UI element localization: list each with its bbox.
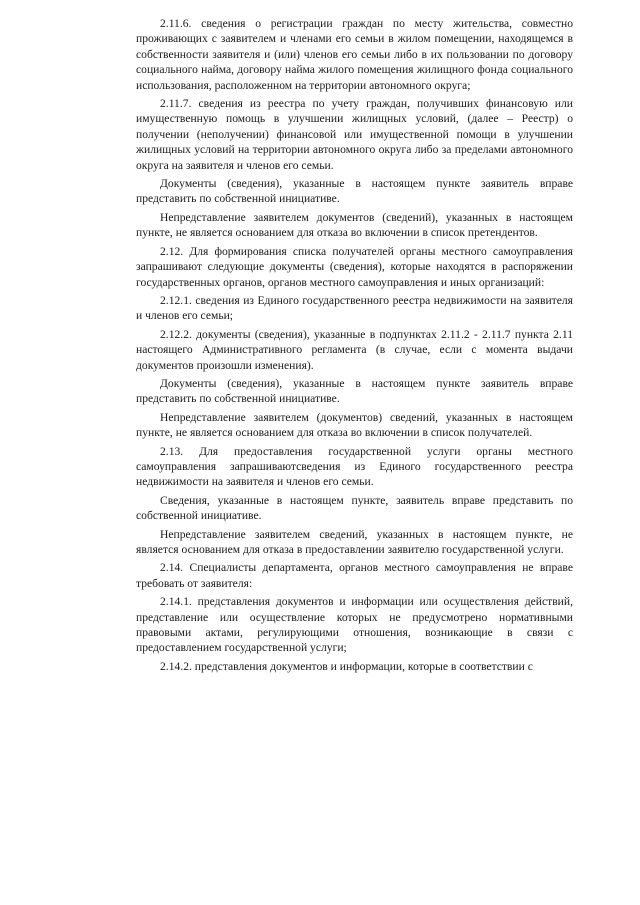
paragraph-2-14-1: 2.14.1. представления документов и информации или осуществления действий, представление или осуществление которых не предусмотрено нормативными правовыми актами, регулирующими отношения, возникающие в связи с предоставлением государственной услуги; xyxy=(136,595,573,655)
paragraph-2-12: 2.12. Для формирования списка получателей органы местного самоуправления запрашивают следующие документы (сведения), которые находятся в распоряжении государственных органов, органов местного самоуправления и иных организаций: xyxy=(136,244,573,289)
paragraph-2-14: 2.14. Специалисты департамента, органов местного самоуправления не вправе требовать от заявителя: xyxy=(136,561,573,590)
paragraph-2-12-non-submission: Непредставление заявителем (документов) сведений, указанных в настоящем пункте, не является основанием для отказа во включении в список получателей. xyxy=(136,410,573,440)
paragraph-2-12-1: 2.12.1. сведения из Единого государственного реестра недвижимости на заявителя и членов его семьи; xyxy=(136,293,573,323)
paragraph-2-12-2: 2.12.2. документы (сведения), указанные в подпунктах 2.11.2 - 2.11.7 пункта 2.11 настоящего Административного регламента (в случае, если с момента выдачи документов произошли изменения). xyxy=(136,327,573,372)
paragraph-2-11-7: 2.11.7. сведения из реестра по учету граждан, получивших финансовую или имущественную помощь в улучшении жилищных условий, (далее – Реестр) о получении (неполучении) финансовой или имущественной помощи в улучшении жилищных условий на территории автономного округа либо за пределами автономного округа на заявителя и членов его семьи. xyxy=(136,97,573,172)
paragraph-2-12-initiative: Документы (сведения), указанные в настоящем пункте заявитель вправе представить по собственной инициативе. xyxy=(136,376,573,406)
paragraph-2-11-non-submission: Непредставление заявителем документов (сведений), указанных в настоящем пункте, не является основанием для отказа во включении в список претендентов. xyxy=(136,210,573,240)
paragraph-2-14-2: 2.14.2. представления документов и информации, которые в соответствии с xyxy=(160,659,533,673)
paragraph-2-11-initiative: Документы (сведения), указанные в настоящем пункте заявитель вправе представить по собственной инициативе. xyxy=(136,177,573,206)
paragraph-2-11-6: 2.11.6. сведения о регистрации граждан по месту жительства, совместно проживающих с заявителем и членами его семьи в жилом помещении, находящемся в собственности заявителя и (или) членов его семьи либо в их пользовании по договору социального найма, договору найма жилого помещения жилищного фонда социального использования, расположенном на территории автономного округа; xyxy=(136,17,573,92)
document-page xyxy=(136,16,573,674)
paragraph-2-13-initiative: Сведения, указанные в настоящем пункте, заявитель вправе представить по собственной инициативе. xyxy=(136,493,573,523)
paragraph-2-13: 2.13. Для предоставления государственной услуги органы местного самоуправления запрашиваютсведения из Единого государственного реестра недвижимости на заявителя и членов его семьи. xyxy=(136,444,573,489)
paragraph-2-13-non-submission: Непредставление заявителем сведений, указанных в настоящем пункте, не является основанием для отказа в предоставлении заявителю государственной услуги. xyxy=(136,527,573,556)
